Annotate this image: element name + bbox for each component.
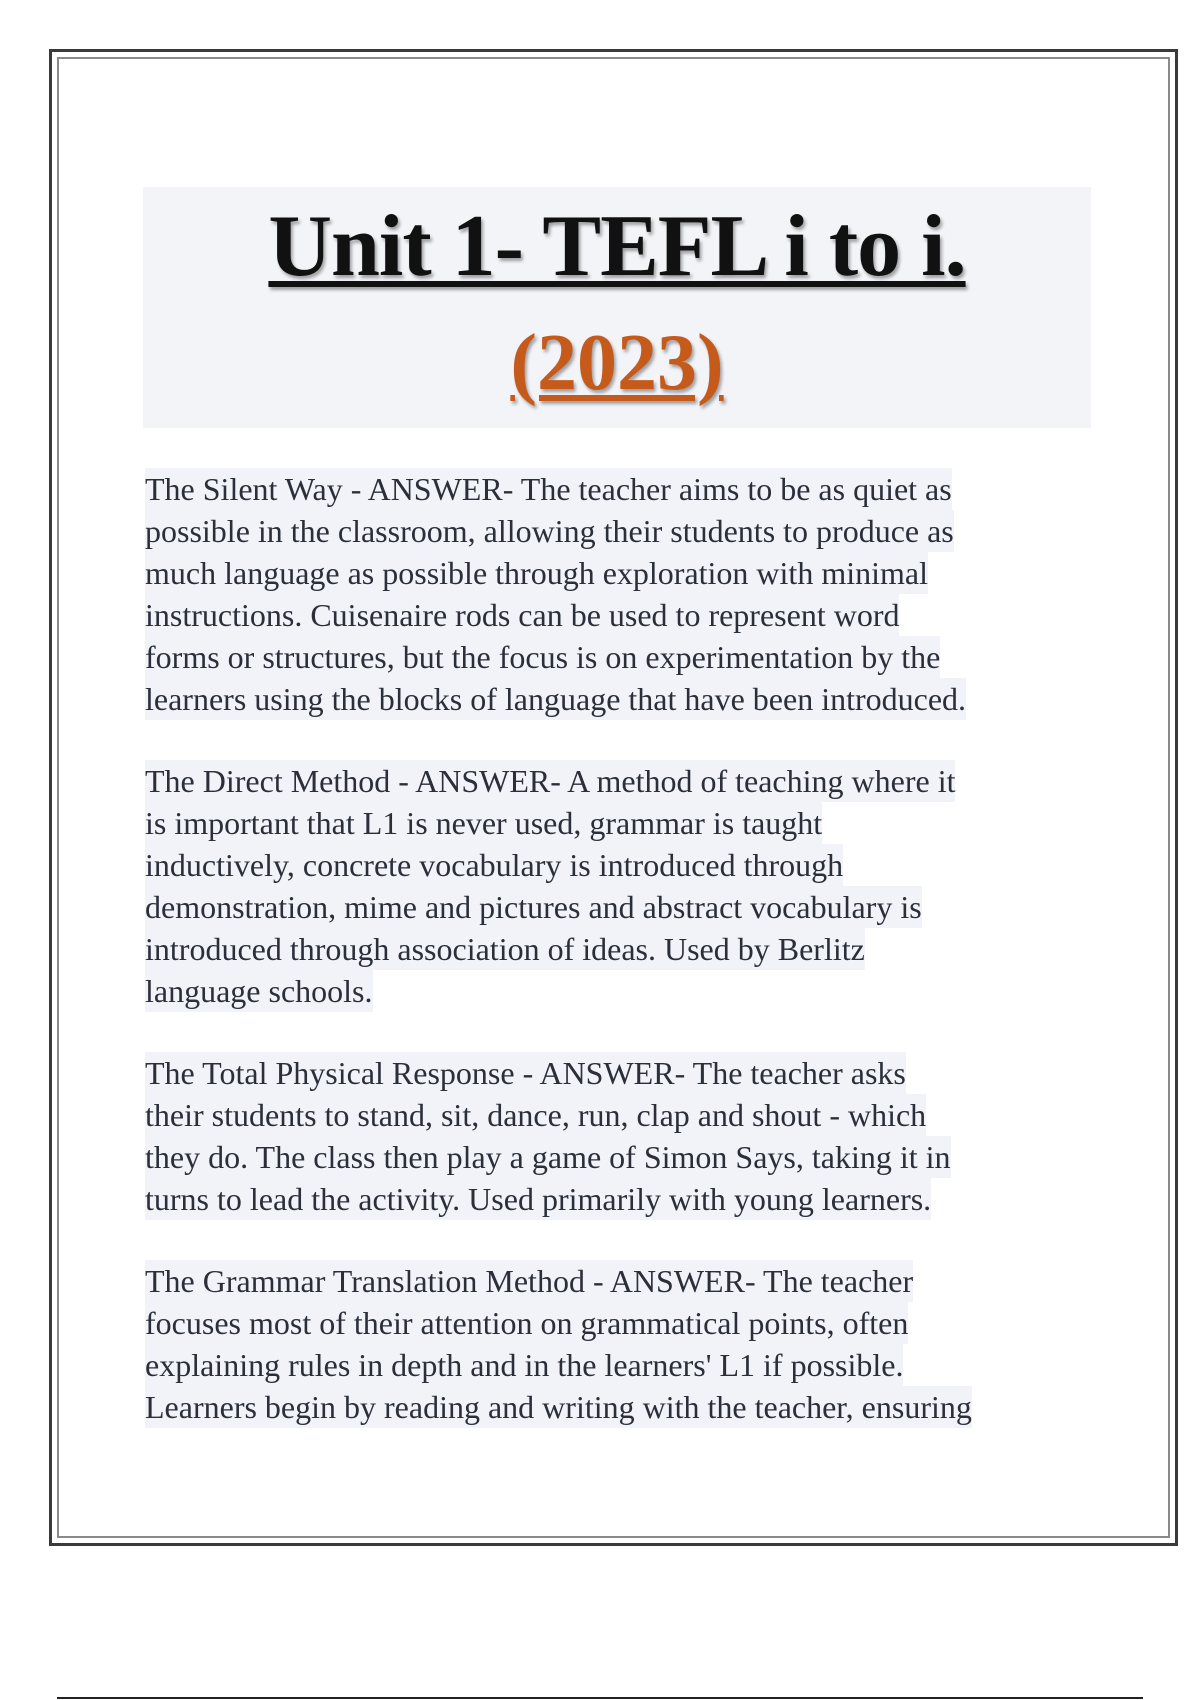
- text-line: learners using the blocks of language that have been introduced.: [145, 678, 966, 720]
- text-line: possible in the classroom, allowing their students to produce as: [145, 510, 954, 552]
- qa-entry-total-physical-response: [145, 1052, 1090, 1220]
- title-block: [143, 187, 1091, 428]
- text-line: The Silent Way - ANSWER- The teacher aims to be as quiet as: [145, 468, 952, 510]
- footer-rule: [57, 1697, 1143, 1699]
- document-year: (2023): [510, 319, 724, 407]
- text-line: inductively, concrete vocabulary is introduced through: [145, 844, 843, 886]
- qa-entry-grammar-translation: [145, 1260, 1090, 1428]
- document-title: Unit 1- TEFL i to i.: [268, 198, 966, 295]
- text-line: explaining rules in depth and in the learners' L1 if possible.: [145, 1344, 903, 1386]
- text-line: Learners begin by reading and writing with the teacher, ensuring: [145, 1386, 972, 1428]
- text-line: focuses most of their attention on grammatical points, often: [145, 1302, 908, 1344]
- text-line: they do. The class then play a game of Simon Says, taking it in: [145, 1136, 951, 1178]
- document-body: [145, 468, 1090, 1468]
- text-line: instructions. Cuisenaire rods can be used to represent word: [145, 594, 899, 636]
- text-line: forms or structures, but the focus is on experimentation by the: [145, 636, 940, 678]
- qa-entry-silent-way: [145, 468, 1090, 720]
- qa-entry-direct-method: [145, 760, 1090, 1012]
- text-line: language schools.: [145, 970, 373, 1012]
- text-line: The Total Physical Response - ANSWER- The teacher asks: [145, 1052, 906, 1094]
- text-line: turns to lead the activity. Used primarily with young learners.: [145, 1178, 931, 1220]
- text-line: their students to stand, sit, dance, run, clap and shout - which: [145, 1094, 926, 1136]
- text-line: much language as possible through exploration with minimal: [145, 552, 928, 594]
- text-line: demonstration, mime and pictures and abstract vocabulary is: [145, 886, 922, 928]
- text-line: introduced through association of ideas. Used by Berlitz: [145, 928, 865, 970]
- text-line: is important that L1 is never used, grammar is taught: [145, 802, 822, 844]
- text-line: The Direct Method - ANSWER- A method of teaching where it: [145, 760, 955, 802]
- text-line: The Grammar Translation Method - ANSWER- The teacher: [145, 1260, 913, 1302]
